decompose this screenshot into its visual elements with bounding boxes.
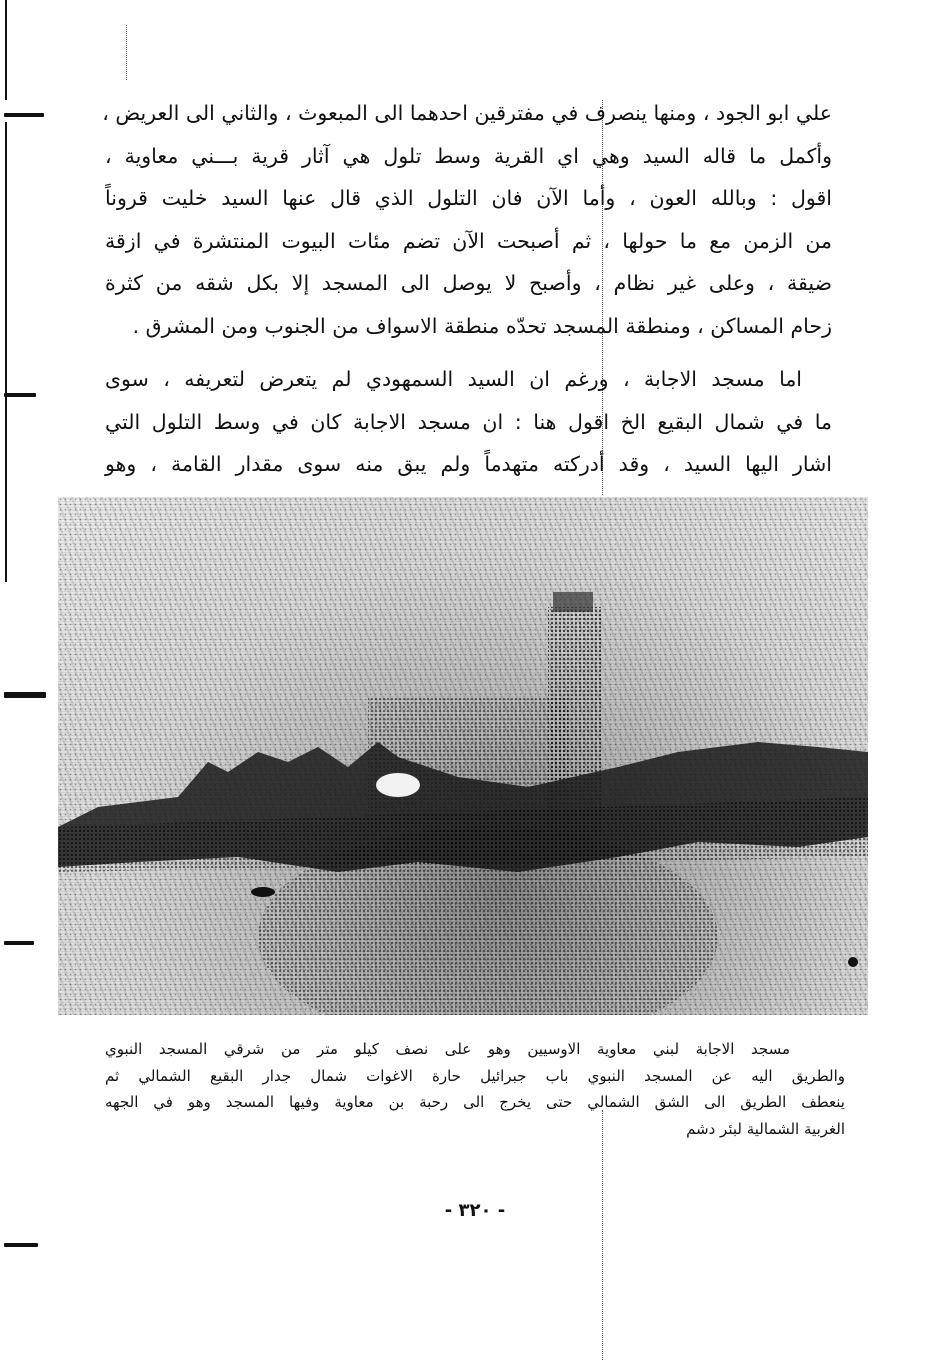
caption-line: ينعطف الطريق الى الشق الشمالي حتى يخرج الى رحبة بن معاوية وفيها المسجد وهو في الجهه [105,1093,845,1111]
binding-line-top [5,0,7,100]
text-line: وأكمل ما قاله السيد وهي اي القرية وسط تلول هي آثار قرية بـــني معاوية ، [105,143,832,168]
caption-line: مسجد الاجابة لبني معاوية الاوسيين وهو على نصف كيلو متر من شرقي المسجد النبوي [105,1040,790,1058]
text-line: من الزمن مع ما حولها ، ثم أصبحت الآن تضم مئات البيوت المنتشرة في ازقة [105,228,832,253]
text-line: ضيقة ، وعلى غير نظام ، وأصبح لا يوصل الى المسجد إلا بكل شقه من كثرة [105,271,832,296]
body-paragraph-2 [105,358,832,486]
text-line: اما مسجد الاجابة ، ورغم ان السيد السمهودي لم يتعرض لتعريفه ، سوى [105,367,802,391]
text-line: زحام المساكن ، ومنطقة المسجد تحدّه منطقة الاسواف من الجنوب ومن المشرق . [132,313,832,338]
binding-line-middle [5,122,7,582]
caption-line: الغربية الشمالية لبئر دشم [686,1119,845,1138]
margin-registration-mark [4,692,46,698]
margin-registration-mark [4,1243,38,1247]
text-line: ما في شمال البقيع الخ اقول هنا : ان مسجد الاجابة كان في وسط التلول التي [105,409,832,434]
text-line: اشار اليها السيد ، وقد أدركته متهدماً ولم يبق منه سوى مقدار القامة ، وهو [105,452,832,477]
dotted-fold-line [602,1110,603,1360]
margin-registration-mark [4,941,34,945]
halftone-photograph [58,497,868,1015]
margin-registration-mark [4,113,44,117]
ruins-silhouette-icon [58,497,868,1015]
margin-registration-mark [4,393,36,397]
body-paragraph-1 [102,92,832,348]
dotted-fold-line [126,25,127,80]
photo-caption [105,1036,845,1142]
page-number: - ٣٢٠ - [444,1200,506,1221]
caption-line: والطريق اليه عن المسجد النبوي باب جبرائيل حارة الاغوات شمال جدار البقيع الشمالي ثم [105,1066,845,1085]
text-line: اقول : وبالله العون ، وأما الآن فان التلول الذي قال عنها السيد خليت قروناً [105,186,832,211]
text-line: علي ابو الجود ، ومنها ينصرف في مفترقين احدهما الى المبعوث ، والثاني الى العريض ، [102,101,832,125]
